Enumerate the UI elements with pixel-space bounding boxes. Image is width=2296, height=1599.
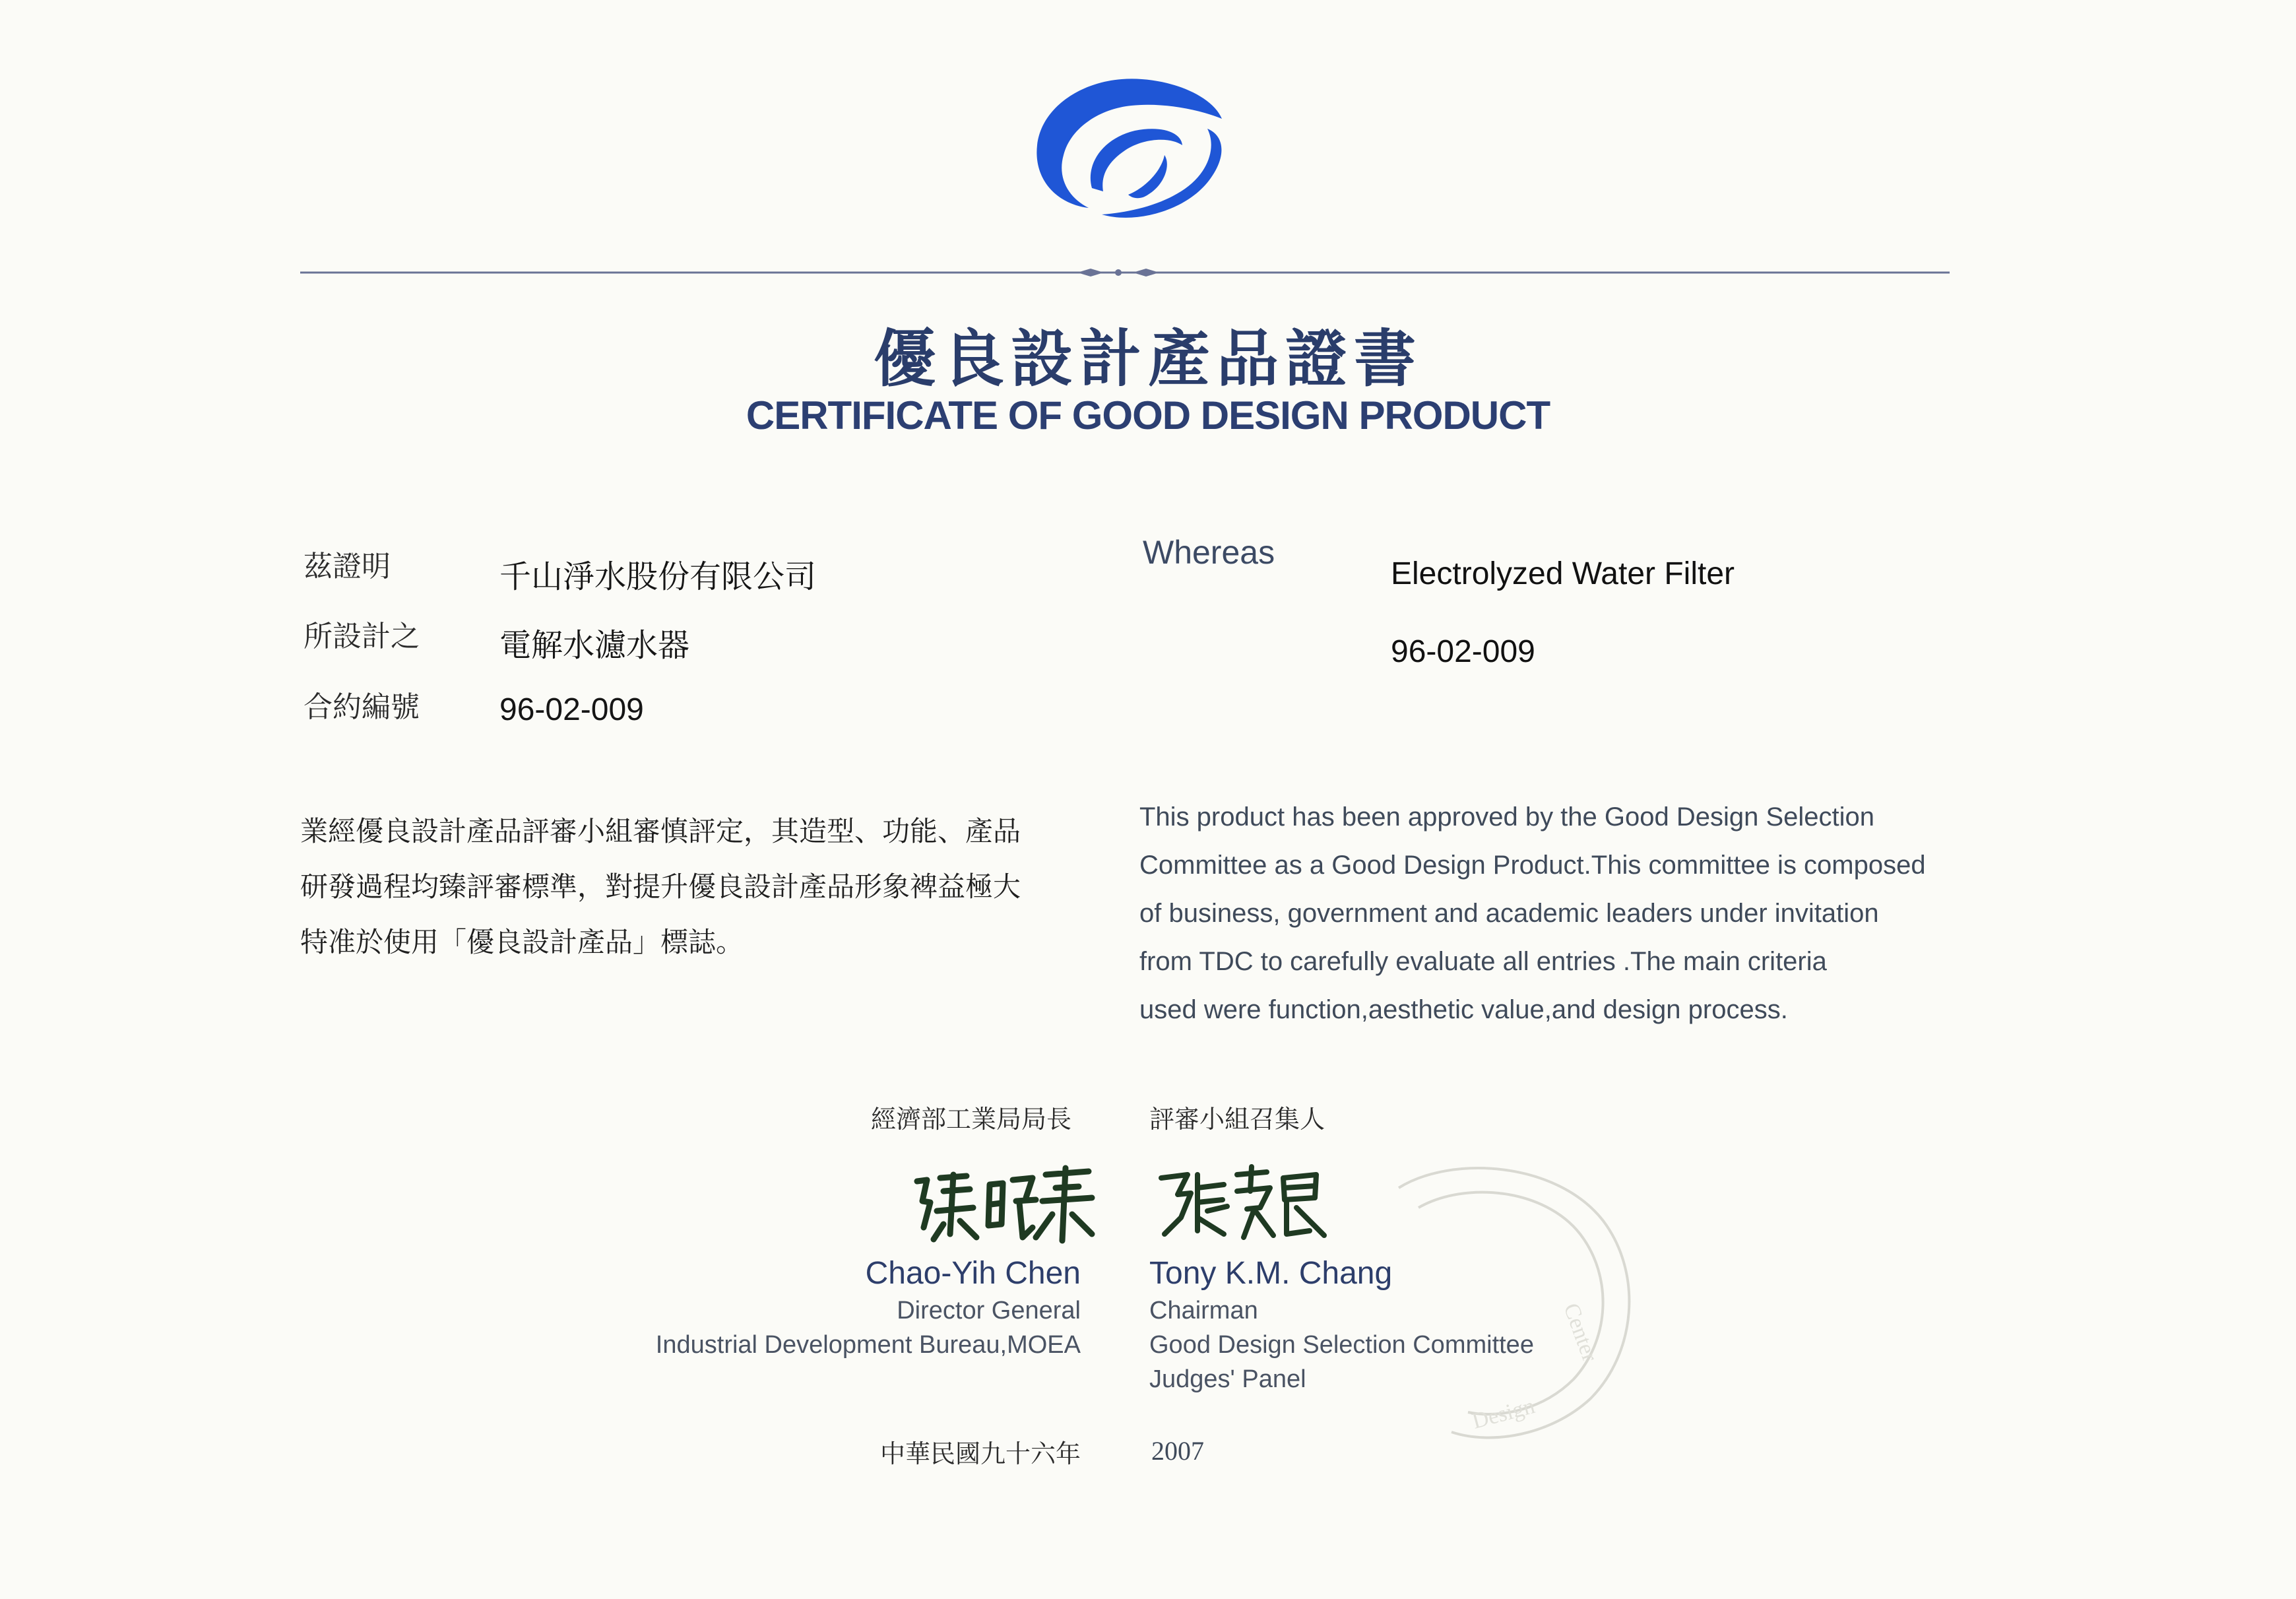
statement-en-line: from TDC to carefully evaluate all entries .The main criteria (1139, 947, 1827, 976)
contract-no-en: 96-02-009 (1391, 634, 1535, 669)
statement-zh-line: 研發過程均臻評審標準，對提升優良設計產品形象裨益極大 (300, 870, 1021, 903)
statement-en-line: used were function,aesthetic value,and design process. (1139, 995, 1788, 1024)
svg-text:Design: Design (1469, 1394, 1538, 1434)
contract-no-zh: 96-02-009 (499, 692, 644, 727)
statement-en (1139, 793, 1931, 1034)
label-certify: 茲證明 (303, 550, 391, 583)
title-chinese: 優良設計產品證書 (873, 323, 1422, 395)
signature-left (904, 1161, 1095, 1247)
company-name-zh: 千山淨水股份有限公司 (499, 558, 817, 595)
statement-en-line: This product has been approved by the Good Design Selection (1139, 802, 1875, 832)
role-line: Director General (897, 1297, 1081, 1324)
gd-logo (1029, 73, 1227, 238)
role-line: Industrial Development Bureau,MOEA (655, 1331, 1081, 1359)
signatory-left-role (656, 1293, 1081, 1362)
role-line: Good Design Selection Committee (1149, 1331, 1534, 1359)
role-line: Judges' Panel (1149, 1365, 1306, 1393)
signatory-left-name: Chao-Yih Chen (865, 1256, 1081, 1291)
signatory-left-title: 經濟部工業局局長 (871, 1105, 1072, 1134)
date-english: 2007 (1151, 1436, 1204, 1466)
label-designed: 所設計之 (303, 620, 420, 653)
statement-zh (300, 804, 1079, 970)
signatory-right-name: Tony K.M. Chang (1149, 1256, 1393, 1291)
statement-zh-line: 業經優良設計產品評審小組審慎評定，其造型、功能、產品 (300, 815, 1021, 847)
embossed-seal (1359, 1135, 1643, 1452)
statement-zh-line: 特准於使用「優良設計產品」標誌。 (300, 926, 744, 958)
product-name-zh: 電解水濾水器 (499, 627, 690, 664)
title-english: CERTIFICATE OF GOOD DESIGN PRODUCT (746, 393, 1550, 438)
header-divider (300, 263, 1950, 282)
signature-right (1151, 1161, 1329, 1247)
date-chinese: 中華民國九十六年 (879, 1439, 1081, 1468)
svg-text:Center: Center (1558, 1300, 1603, 1365)
product-name-en: Electrolyzed Water Filter (1391, 556, 1735, 591)
whereas-label: Whereas (1143, 534, 1275, 571)
label-contract-no: 合約編號 (303, 690, 420, 724)
role-line: Chairman (1149, 1297, 1258, 1324)
signatory-right-title: 評審小組召集人 (1149, 1105, 1325, 1134)
statement-en-line: of business, government and academic leaders under invitation (1139, 899, 1879, 928)
statement-en-line: Committee as a Good Design Product.This committee is composed (1139, 851, 1926, 880)
